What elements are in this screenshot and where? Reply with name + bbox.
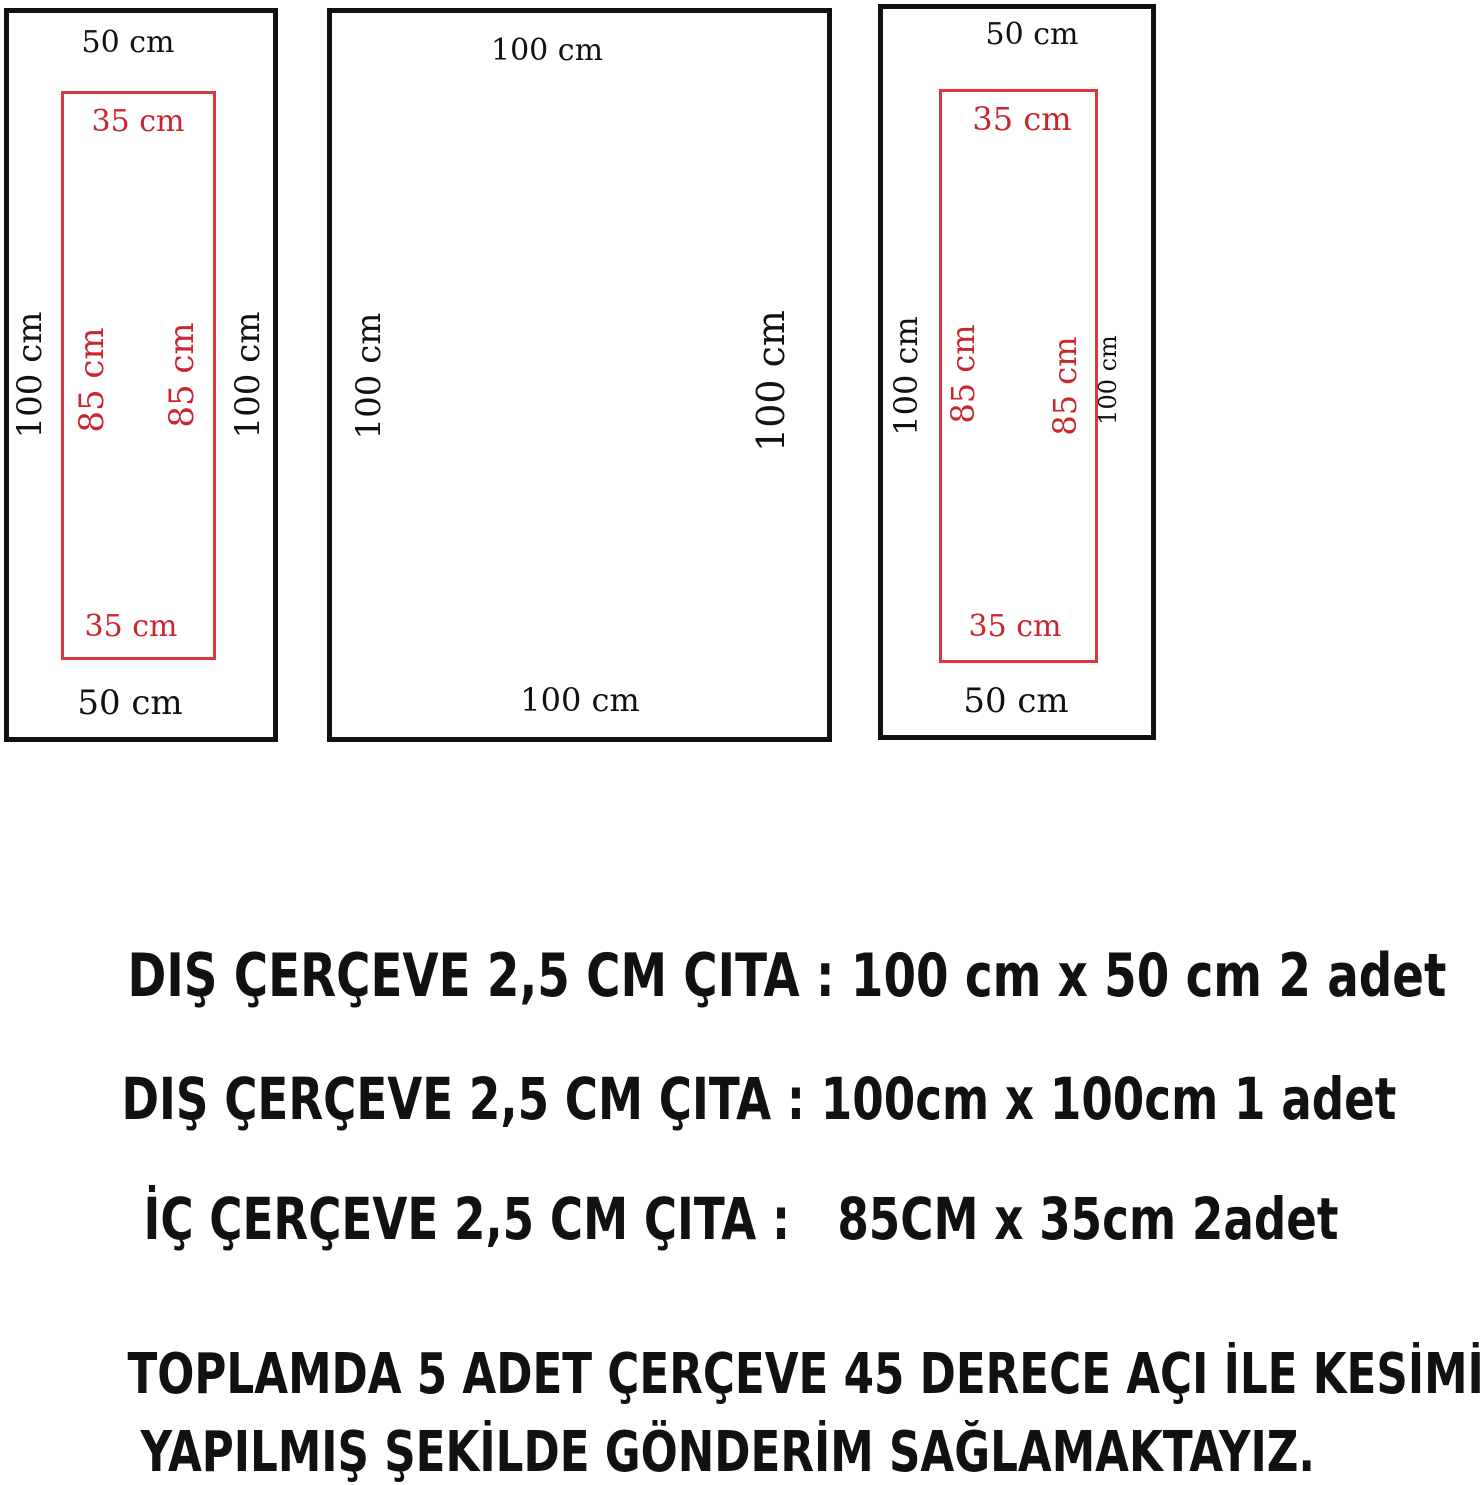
center-top-label: 100 cm <box>490 33 604 68</box>
right-top-label: 50 cm <box>985 17 1079 52</box>
note-line-3: İÇ ÇERÇEVE 2,5 CM ÇITA : 85CM x 35cm 2adet <box>143 1185 1339 1253</box>
right-inner-right-label: 85 cm <box>1046 336 1084 436</box>
left-left-label: 100 cm <box>10 311 50 439</box>
right-inner-left-label: 85 cm <box>944 324 982 424</box>
left-inner-left-label: 85 cm <box>72 327 112 433</box>
right-right-label: 100 cm <box>1094 335 1122 425</box>
note-line-4: TOPLAMDA 5 ADET ÇERÇEVE 45 DERECE AÇI İLE KESİMİ <box>127 1342 1484 1407</box>
right-left-label: 100 cm <box>887 316 925 436</box>
center-bottom-label: 100 cm <box>520 681 640 719</box>
right-inner-top-label: 35 cm <box>972 100 1072 138</box>
note-line-5: YAPILMIŞ ŞEKİLDE GÖNDERİM SAĞLAMAKTAYIZ. <box>140 1420 1316 1485</box>
left-right-label: 100 cm <box>228 311 268 439</box>
right-bottom-label: 50 cm <box>963 681 1069 721</box>
center-right-label: 100 cm <box>749 310 793 452</box>
note-line-2: DIŞ ÇERÇEVE 2,5 CM ÇITA : 100cm x 100cm 1 adet <box>121 1065 1397 1133</box>
note-line-1: DIŞ ÇERÇEVE 2,5 CM ÇITA : 100 cm x 50 cm 2 adet <box>127 941 1447 1011</box>
left-top-label: 50 cm <box>81 25 175 60</box>
left-inner-top-label: 35 cm <box>91 104 185 139</box>
center-left-label: 100 cm <box>349 312 389 440</box>
left-inner-right-label: 85 cm <box>162 322 202 428</box>
right-inner-bottom-label: 35 cm <box>968 609 1062 644</box>
left-inner-bottom-label: 35 cm <box>84 609 178 644</box>
left-bottom-label: 50 cm <box>77 683 183 723</box>
